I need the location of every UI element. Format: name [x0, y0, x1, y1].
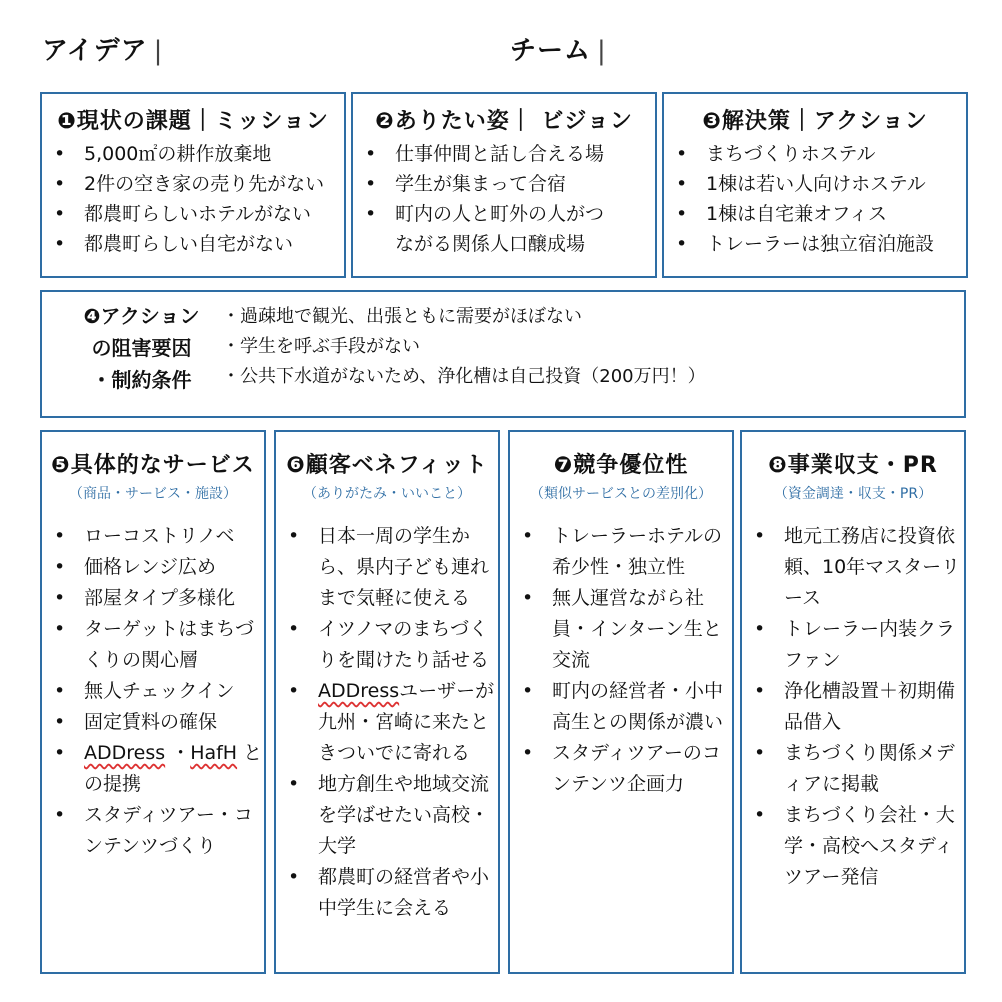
- box-action-title: ❸解決策｜アクション: [702, 109, 928, 134]
- box-services-subtitle: （商品・サービス・施設）: [69, 486, 237, 502]
- list-item: • 1棟は若い人向けホステル: [664, 169, 966, 199]
- list-item: • スタディツアー・コンテンツづくり: [42, 800, 264, 862]
- box-finance-subtitle: （資金調達・収支・PR）: [773, 486, 933, 502]
- constraints-label-line: ❹アクション: [83, 304, 200, 328]
- constraints-list: [222, 302, 706, 392]
- list-item: • 地方創生や地域交流を学ばせたい高校・大学: [276, 769, 498, 862]
- box-benefits: [274, 430, 500, 974]
- constraints-label-line: の阻害要因: [91, 336, 192, 360]
- box-mission-title: ❶現状の課題｜ミッション: [57, 109, 329, 134]
- list-item: • ADDressユーザーが九州・宮崎に来たときついでに寄れる: [276, 676, 498, 769]
- list-item: ・学生を呼ぶ手段がない: [222, 336, 420, 357]
- box-finance: [740, 430, 966, 974]
- box-mission-list: [42, 139, 344, 259]
- box-finance-list: [742, 521, 964, 893]
- box-services-title: ❺具体的なサービス: [51, 453, 255, 478]
- list-item: • まちづくり関係メディアに掲載: [742, 738, 964, 800]
- box-action-list: [664, 139, 966, 259]
- box-vision-title: ❷ありたい姿｜ ビジョン: [375, 109, 633, 134]
- list-item: • 1棟は自宅兼オフィス: [664, 199, 966, 229]
- list-item: • まちづくり会社・大学・高校へスタディツアー発信: [742, 800, 964, 893]
- list-item: • ADDress ・HafH との提携: [42, 738, 264, 800]
- box-mission: [40, 92, 346, 278]
- box-vision-list: [353, 139, 655, 259]
- idea-header: [42, 30, 163, 67]
- list-item: • 日本一周の学生から、県内子ども連れまで気軽に使える: [276, 521, 498, 614]
- box-benefits-title: ❻顧客ベネフィット: [286, 453, 488, 478]
- list-item: ・過疎地で観光、出張ともに需要がほぼない: [222, 306, 582, 327]
- box-benefits-subtitle: （ありがたみ・いいこと）: [303, 486, 471, 502]
- box-advantage-title: ❼競争優位性: [553, 453, 689, 478]
- list-item: • 学生が集まって合宿: [353, 169, 655, 199]
- list-item: • トレーラー内装クラファン: [742, 614, 964, 676]
- list-item: • ターゲットはまちづくりの関心層: [42, 614, 264, 676]
- box-vision: [351, 92, 657, 278]
- list-item: • 固定賃料の確保: [42, 707, 264, 738]
- team-header-separator: |: [597, 36, 607, 66]
- list-item: • 無人チェックイン: [42, 676, 264, 707]
- box-action: [662, 92, 968, 278]
- box-benefits-list: [276, 521, 498, 924]
- box-constraints: [40, 290, 966, 418]
- list-item: • 町内の人と町外の人がつながる関係人口醸成場: [353, 199, 605, 259]
- list-item: • トレーラーホテルの希少性・独立性: [510, 521, 732, 583]
- list-item: • 都農町らしい自宅がない: [42, 229, 344, 259]
- box-finance-title: ❽事業収支・PR: [768, 453, 938, 478]
- box-advantage: [508, 430, 734, 974]
- list-item: • 町内の経営者・小中高生との関係が濃い: [510, 676, 732, 738]
- team-header-label: チーム: [510, 36, 592, 66]
- list-item: • 価格レンジ広め: [42, 552, 264, 583]
- list-item: • ローコストリノベ: [42, 521, 264, 552]
- spellcheck-underline: HafH: [190, 742, 238, 764]
- list-item: • トレーラーは独立宿泊施設: [664, 229, 966, 259]
- box-services: [40, 430, 266, 974]
- list-item: • 5,000㎡の耕作放棄地: [42, 139, 344, 169]
- idea-header-separator: |: [153, 36, 164, 66]
- box-advantage-subtitle: （類似サービスとの差別化）: [530, 486, 712, 502]
- list-item: ・公共下水道がないため、浄化槽は自己投資（200万円！）: [222, 366, 706, 387]
- list-item: • 2件の空き家の売り先がない: [42, 169, 344, 199]
- list-item: • 無人運営ながら社員・インターン生と交流: [510, 583, 732, 676]
- list-item: • スタディツアーのコンテンツ企画力: [510, 738, 732, 800]
- box-services-list: [42, 521, 264, 862]
- list-item: • 部屋タイプ多様化: [42, 583, 264, 614]
- box-advantage-list: [510, 521, 732, 800]
- list-item: • 都農町の経営者や小中学生に会える: [276, 862, 498, 924]
- list-item: • 浄化槽設置＋初期備品借入: [742, 676, 964, 738]
- team-header: [510, 30, 607, 67]
- constraints-label-line: ・制約条件: [91, 368, 192, 392]
- idea-header-label: アイデア: [42, 36, 148, 66]
- list-item: • 仕事仲間と話し合える場: [353, 139, 655, 169]
- spellcheck-underline: ADDress: [84, 742, 166, 764]
- list-item: • イツノマのまちづくりを聞けたり話せる: [276, 614, 498, 676]
- constraints-label: [54, 300, 229, 396]
- list-item: • 地元工務店に投資依頼、10年マスターリース: [742, 521, 964, 614]
- list-item: • 都農町らしいホテルがない: [42, 199, 344, 229]
- list-item: • まちづくりホステル: [664, 139, 966, 169]
- spellcheck-underline: ADDress: [318, 680, 400, 702]
